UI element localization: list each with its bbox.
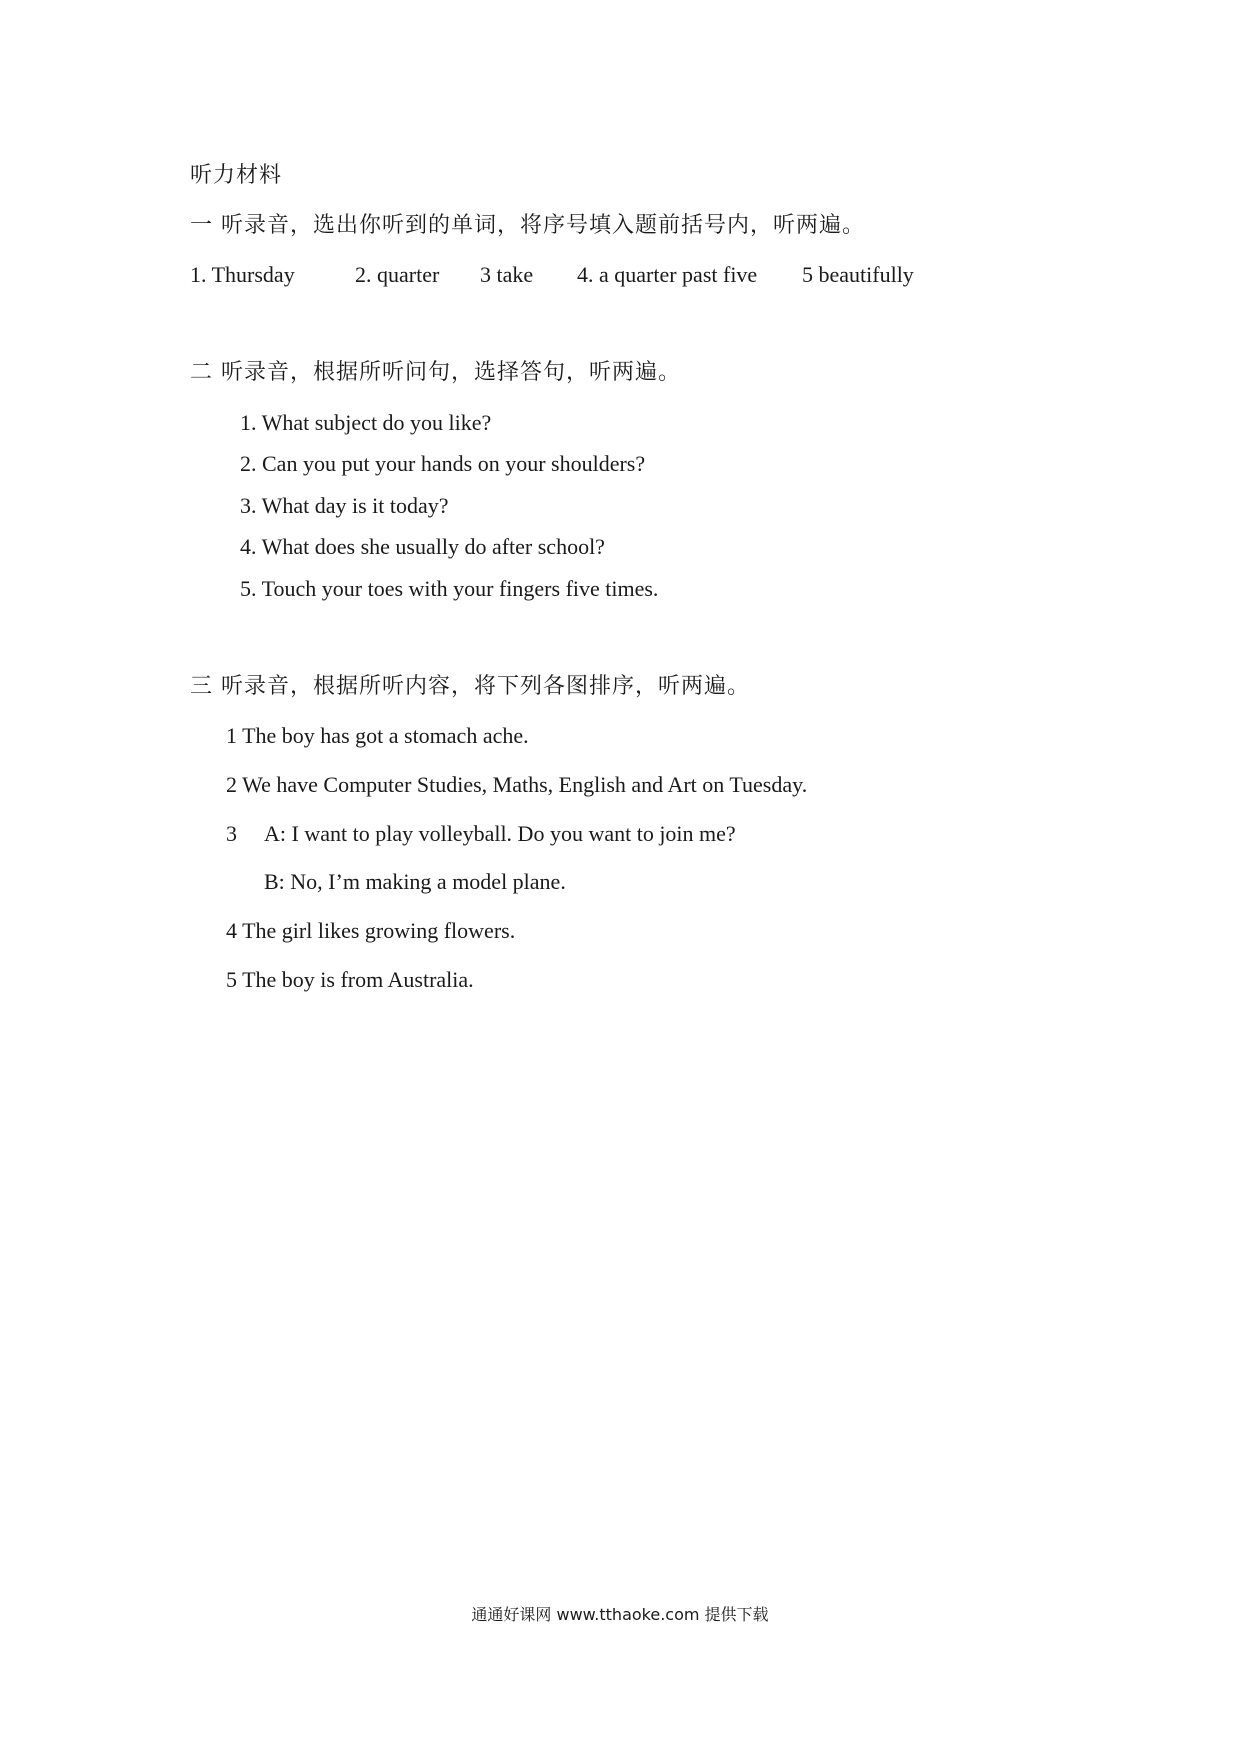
section-1-word-list — [190, 262, 990, 288]
section-2-heading: 二 听录音，根据所听问句，选择答句，听两遍。 — [190, 360, 681, 385]
section-2-item-1: 1. What subject do you like? — [240, 410, 492, 435]
section-2-item-5: 5. Touch your toes with your fingers five times. — [240, 576, 659, 601]
word-option-2: 2. quarter — [355, 262, 440, 287]
section-2-item-2: 2. Can you put your hands on your shoulders? — [240, 451, 646, 476]
word-option-4: 4. a quarter past five — [577, 262, 758, 287]
word-option-1: 1. Thursday — [190, 262, 295, 287]
word-option-3: 3 take — [480, 262, 534, 287]
section-2-item-4: 4. What does she usually do after school? — [240, 534, 605, 559]
section-2-item-3: 3. What day is it today? — [240, 493, 449, 518]
section-3-item-3-line-a: A: I want to play volleyball. Do you want to join me? — [264, 821, 736, 846]
section-3-heading: 三 听录音，根据所听内容，将下列各图排序，听两遍。 — [190, 674, 750, 699]
section-3-item-4: 4 The girl likes growing flowers. — [226, 918, 516, 943]
section-1-heading: 一 听录音，选出你听到的单词，将序号填入题前括号内，听两遍。 — [190, 213, 865, 238]
section-3-item-5: 5 The boy is from Australia. — [226, 967, 474, 992]
section-3-item-2: 2 We have Computer Studies, Maths, English and Art on Tuesday. — [226, 772, 808, 797]
section-3-item-3-number: 3 — [226, 821, 237, 846]
section-3-item-3-line-b: B: No, I’m making a model plane. — [264, 869, 566, 894]
page-footer: 通通好课网 www.tthaoke.com 提供下载 — [471, 1605, 769, 1624]
document-title: 听力材料 — [190, 163, 283, 188]
word-option-5: 5 beautifully — [802, 262, 914, 287]
section-3-item-1: 1 The boy has got a stomach ache. — [226, 723, 529, 748]
